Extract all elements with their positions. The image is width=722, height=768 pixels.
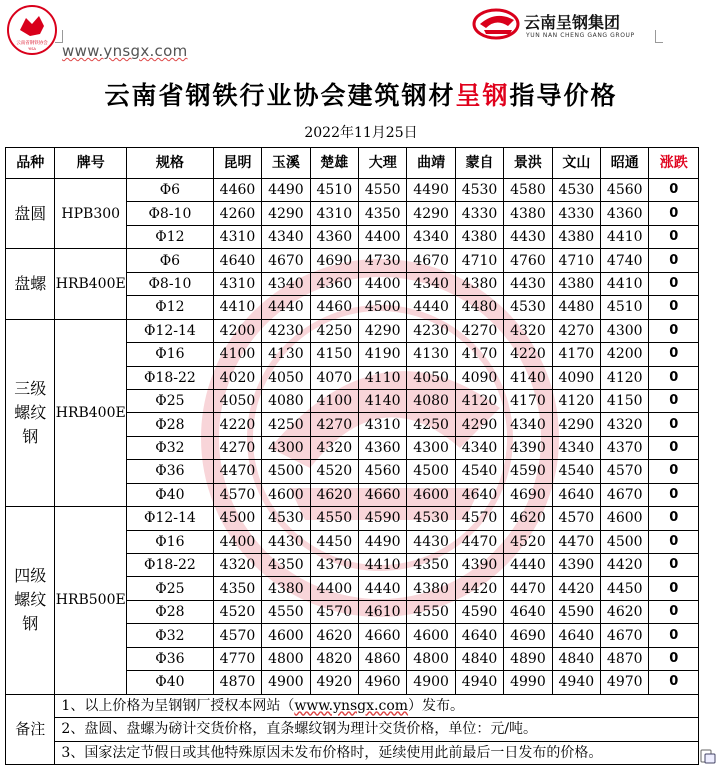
price-cell: 4600: [262, 483, 310, 506]
price-cell: 4100: [310, 389, 358, 412]
change-cell: 0: [649, 272, 699, 295]
price-cell: 4150: [601, 389, 649, 412]
price-cell: 4710: [455, 249, 503, 272]
svg-text:YISA: YISA: [28, 47, 36, 51]
price-cell: 4300: [262, 436, 310, 459]
price-cell: 4430: [504, 225, 552, 248]
price-cell: 4410: [213, 296, 261, 319]
price-cell: 4520: [310, 460, 358, 483]
price-cell: 4150: [310, 343, 358, 366]
price-cell: 4350: [407, 554, 455, 577]
price-cell: 4870: [213, 671, 261, 694]
price-cell: 4900: [407, 671, 455, 694]
price-cell: 4890: [504, 647, 552, 670]
price-cell: 4600: [407, 624, 455, 647]
grade-cell: HRB400E: [55, 249, 127, 319]
change-cell: 0: [649, 460, 699, 483]
price-cell: 4200: [601, 343, 649, 366]
note-url-link[interactable]: www.ynsgx.com: [294, 697, 409, 714]
column-header: 昭通: [601, 148, 649, 179]
price-cell: 4350: [213, 577, 261, 600]
change-cell: 0: [649, 296, 699, 319]
price-cell: 4470: [455, 530, 503, 553]
price-cell: 4390: [455, 554, 503, 577]
price-cell: 4670: [601, 624, 649, 647]
table-row: [6, 507, 699, 530]
price-cell: 4570: [601, 460, 649, 483]
grade-cell: HRB400E: [55, 319, 127, 507]
change-cell: 0: [649, 389, 699, 412]
category-cell: 盘螺: [6, 249, 55, 319]
price-cell: 4310: [213, 225, 261, 248]
price-cell: 4580: [504, 179, 552, 202]
price-cell: 4270: [455, 319, 503, 342]
price-cell: 4290: [455, 413, 503, 436]
price-cell: 4090: [455, 366, 503, 389]
price-cell: 4400: [359, 272, 407, 295]
price-cell: 4130: [407, 343, 455, 366]
column-header: 楚雄: [310, 148, 358, 179]
price-cell: 4220: [504, 343, 552, 366]
column-header: 玉溪: [262, 148, 310, 179]
spec-cell: Φ6: [127, 249, 214, 272]
price-cell: 4610: [359, 600, 407, 623]
price-cell: 4960: [359, 671, 407, 694]
price-cell: 4450: [310, 530, 358, 553]
price-cell: 4080: [262, 389, 310, 412]
change-cell: 0: [649, 319, 699, 342]
paste-options-icon[interactable]: [700, 748, 716, 764]
price-cell: 4290: [407, 202, 455, 225]
price-cell: 4440: [504, 554, 552, 577]
price-cell: 4500: [359, 296, 407, 319]
note-3: 3、国家法定节假日或其他特殊原因未发布价格时，延续使用此前最后一日发布的价格。: [55, 741, 699, 764]
change-cell: 0: [649, 366, 699, 389]
price-cell: 4560: [359, 460, 407, 483]
column-header: 牌号: [55, 148, 127, 179]
change-cell: 0: [649, 577, 699, 600]
notes-label: 备注: [6, 694, 55, 764]
grade-cell: HRB500E: [55, 507, 127, 695]
change-cell: 0: [649, 179, 699, 202]
price-cell: 4470: [504, 577, 552, 600]
price-cell: 4370: [310, 554, 358, 577]
spec-cell: Φ32: [127, 436, 214, 459]
price-cell: 4130: [262, 343, 310, 366]
price-cell: 4290: [359, 319, 407, 342]
price-cell: 4620: [504, 507, 552, 530]
price-cell: 4250: [262, 413, 310, 436]
price-cell: 4620: [310, 624, 358, 647]
price-cell: 4490: [359, 530, 407, 553]
price-cell: 4860: [359, 647, 407, 670]
price-cell: 4530: [504, 296, 552, 319]
price-cell: 4990: [504, 671, 552, 694]
spec-cell: Φ16: [127, 530, 214, 553]
price-cell: 4570: [213, 483, 261, 506]
price-cell: 4400: [359, 225, 407, 248]
price-cell: 4660: [359, 483, 407, 506]
price-cell: 4870: [601, 647, 649, 670]
price-cell: 4420: [455, 577, 503, 600]
spec-cell: Φ12: [127, 296, 214, 319]
group-logo-icon: [472, 6, 522, 42]
price-cell: 4550: [310, 507, 358, 530]
price-cell: 4640: [455, 624, 503, 647]
price-cell: 4620: [601, 600, 649, 623]
price-cell: 4120: [552, 389, 600, 412]
price-cell: 4350: [359, 202, 407, 225]
price-cell: 4320: [504, 319, 552, 342]
price-cell: 4440: [359, 577, 407, 600]
association-logo: [6, 4, 58, 56]
spec-cell: Φ18-22: [127, 554, 214, 577]
table-header-row: [6, 148, 699, 179]
price-cell: 4320: [310, 436, 358, 459]
price-cell: 4170: [455, 343, 503, 366]
price-cell: 4340: [262, 272, 310, 295]
category-cell: 盘圆: [6, 179, 55, 249]
price-cell: 4250: [310, 319, 358, 342]
price-cell: 4230: [262, 319, 310, 342]
price-cell: 4320: [601, 413, 649, 436]
price-cell: 4540: [455, 460, 503, 483]
price-cell: 4640: [552, 624, 600, 647]
price-cell: 4170: [504, 389, 552, 412]
price-cell: 4300: [407, 436, 455, 459]
spec-cell: Φ18-22: [127, 366, 214, 389]
price-cell: 4690: [504, 483, 552, 506]
spec-cell: Φ28: [127, 413, 214, 436]
price-cell: 4050: [407, 366, 455, 389]
price-cell: 4470: [552, 530, 600, 553]
price-cell: 4590: [504, 460, 552, 483]
group-logo: [472, 6, 652, 42]
price-cell: 4290: [262, 202, 310, 225]
price-cell: 4300: [601, 319, 649, 342]
price-cell: 4510: [310, 179, 358, 202]
column-header: 蒙自: [455, 148, 503, 179]
column-header: 昆明: [213, 148, 261, 179]
price-cell: 4620: [310, 483, 358, 506]
price-cell: 4640: [213, 249, 261, 272]
price-cell: 4250: [407, 413, 455, 436]
column-header: 大理: [359, 148, 407, 179]
price-cell: 4140: [504, 366, 552, 389]
price-cell: 4320: [213, 554, 261, 577]
price-cell: 4460: [213, 179, 261, 202]
price-cell: 4840: [552, 647, 600, 670]
change-cell: 0: [649, 600, 699, 623]
price-cell: 4080: [407, 389, 455, 412]
price-cell: 4390: [504, 436, 552, 459]
price-cell: 4480: [552, 296, 600, 319]
price-cell: 4340: [407, 272, 455, 295]
price-cell: 4800: [262, 647, 310, 670]
price-cell: 4550: [262, 600, 310, 623]
price-cell: 4410: [601, 225, 649, 248]
site-url[interactable]: www.ynsgx.com: [62, 42, 188, 60]
price-cell: 4290: [552, 413, 600, 436]
price-cell: 4500: [262, 460, 310, 483]
spec-cell: Φ28: [127, 600, 214, 623]
price-cell: 4410: [601, 272, 649, 295]
price-cell: 4310: [213, 272, 261, 295]
price-cell: 4430: [504, 272, 552, 295]
page-title: 云南省钢铁行业协会建筑钢材呈钢指导价格: [104, 81, 618, 110]
change-cell: 0: [649, 343, 699, 366]
price-cell: 4340: [455, 436, 503, 459]
price-cell: 4230: [407, 319, 455, 342]
price-cell: 4170: [552, 343, 600, 366]
price-cell: 4940: [455, 671, 503, 694]
price-cell: 4670: [601, 483, 649, 506]
price-cell: 4520: [504, 530, 552, 553]
price-cell: 4020: [213, 366, 261, 389]
price-table-body: [6, 179, 699, 695]
price-cell: 4770: [213, 647, 261, 670]
price-cell: 4050: [213, 389, 261, 412]
price-cell: 4660: [359, 624, 407, 647]
price-cell: 4820: [310, 647, 358, 670]
change-cell: 0: [649, 202, 699, 225]
price-cell: 4570: [310, 600, 358, 623]
price-cell: 4380: [262, 577, 310, 600]
column-header: 规格: [127, 148, 214, 179]
change-cell: 0: [649, 225, 699, 248]
note-2: 2、盘圆、盘螺为磅计交货价格，直条螺纹钢为理计交货价格，单位：元/吨。: [55, 718, 699, 741]
price-cell: 4380: [455, 225, 503, 248]
change-cell: 0: [649, 507, 699, 530]
price-cell: 4460: [310, 296, 358, 319]
spec-cell: Φ36: [127, 460, 214, 483]
price-cell: 4500: [213, 507, 261, 530]
price-cell: 4200: [213, 319, 261, 342]
price-cell: 4760: [504, 249, 552, 272]
publish-date: 2022年11月25日: [304, 125, 418, 141]
price-cell: 4430: [262, 530, 310, 553]
price-cell: 4450: [601, 577, 649, 600]
column-header: 文山: [552, 148, 600, 179]
price-cell: 4380: [552, 225, 600, 248]
price-cell: 4400: [213, 530, 261, 553]
spec-cell: Φ36: [127, 647, 214, 670]
change-cell: 0: [649, 647, 699, 670]
price-cell: 4340: [262, 225, 310, 248]
price-cell: 4120: [455, 389, 503, 412]
category-cell: 三级螺纹钢: [6, 319, 55, 507]
price-cell: 4670: [262, 249, 310, 272]
spec-cell: Φ16: [127, 343, 214, 366]
price-cell: 4590: [552, 600, 600, 623]
price-cell: 4420: [601, 554, 649, 577]
spec-cell: Φ8-10: [127, 272, 214, 295]
price-cell: 4970: [601, 671, 649, 694]
change-cell: 0: [649, 554, 699, 577]
price-cell: 4190: [359, 343, 407, 366]
price-cell: 4900: [262, 671, 310, 694]
price-cell: 4380: [552, 272, 600, 295]
change-cell: 0: [649, 483, 699, 506]
price-cell: 4330: [455, 202, 503, 225]
table-row: [6, 249, 699, 272]
price-cell: 4220: [213, 413, 261, 436]
spec-cell: Φ40: [127, 483, 214, 506]
price-cell: 4530: [552, 179, 600, 202]
group-name-en: YUN NAN CHENG GANG GROUP: [526, 32, 635, 39]
price-cell: 4640: [455, 483, 503, 506]
price-cell: 4540: [552, 460, 600, 483]
price-cell: 4550: [359, 179, 407, 202]
change-cell: 0: [649, 624, 699, 647]
price-cell: 4380: [407, 577, 455, 600]
price-cell: 4360: [310, 225, 358, 248]
price-cell: 4510: [601, 296, 649, 319]
price-cell: 4530: [455, 179, 503, 202]
price-cell: 4520: [213, 600, 261, 623]
spec-cell: Φ12-14: [127, 507, 214, 530]
price-cell: 4390: [552, 554, 600, 577]
price-cell: 4470: [213, 460, 261, 483]
notes-section: [6, 694, 699, 764]
price-cell: 4530: [407, 507, 455, 530]
price-cell: 4360: [601, 202, 649, 225]
price-cell: 4600: [407, 483, 455, 506]
spec-cell: Φ25: [127, 389, 214, 412]
price-cell: 4550: [407, 600, 455, 623]
price-cell: 4920: [310, 671, 358, 694]
price-cell: 4050: [262, 366, 310, 389]
price-cell: 4340: [407, 225, 455, 248]
price-cell: 4690: [310, 249, 358, 272]
price-cell: 4350: [262, 554, 310, 577]
price-cell: 4640: [504, 600, 552, 623]
price-cell: 4330: [552, 202, 600, 225]
price-cell: 4440: [407, 296, 455, 319]
price-cell: 4730: [359, 249, 407, 272]
column-header: 品种: [6, 148, 55, 179]
price-cell: 4670: [407, 249, 455, 272]
table-row: [6, 179, 699, 202]
price-cell: 4420: [552, 577, 600, 600]
table-row: [6, 319, 699, 342]
price-cell: 4410: [359, 554, 407, 577]
price-cell: 4310: [310, 202, 358, 225]
price-cell: 4490: [262, 179, 310, 202]
price-cell: 4360: [359, 436, 407, 459]
price-cell: 4260: [213, 202, 261, 225]
change-cell: 0: [649, 530, 699, 553]
spec-cell: Φ25: [127, 577, 214, 600]
change-cell: 0: [649, 436, 699, 459]
spec-cell: Φ40: [127, 671, 214, 694]
price-cell: 4600: [601, 507, 649, 530]
price-cell: 4690: [504, 624, 552, 647]
price-cell: 4120: [601, 366, 649, 389]
price-cell: 4840: [455, 647, 503, 670]
price-cell: 4440: [262, 296, 310, 319]
price-cell: 4340: [552, 436, 600, 459]
price-cell: 4430: [407, 530, 455, 553]
price-cell: 4270: [310, 413, 358, 436]
price-cell: 4570: [455, 507, 503, 530]
column-header: 曲靖: [407, 148, 455, 179]
category-cell: 四级螺纹钢: [6, 507, 55, 695]
group-name-cn: 云南呈钢集团: [524, 13, 621, 32]
spec-cell: Φ32: [127, 624, 214, 647]
price-cell: 4640: [552, 483, 600, 506]
change-cell: 0: [649, 249, 699, 272]
price-cell: 4600: [262, 624, 310, 647]
svg-text:云南省钢铁协会: 云南省钢铁协会: [16, 41, 48, 46]
spec-cell: Φ8-10: [127, 202, 214, 225]
price-cell: 4710: [552, 249, 600, 272]
change-cell: 0: [649, 671, 699, 694]
change-cell: 0: [649, 413, 699, 436]
corner-mark: [655, 30, 663, 43]
price-cell: 4530: [262, 507, 310, 530]
price-cell: 4800: [407, 647, 455, 670]
price-cell: 4340: [504, 413, 552, 436]
price-cell: 4270: [213, 436, 261, 459]
price-cell: 4490: [407, 179, 455, 202]
price-cell: 4090: [552, 366, 600, 389]
spec-cell: Φ6: [127, 179, 214, 202]
column-header: 景洪: [504, 148, 552, 179]
price-cell: 4100: [213, 343, 261, 366]
grade-cell: HPB300: [55, 179, 127, 249]
price-cell: 4590: [455, 600, 503, 623]
column-header-change: 涨跌: [649, 148, 699, 179]
note-1: 1、以上价格为呈钢钢厂授权本网站（www.ynsgx.com）发布。: [55, 694, 699, 717]
spec-cell: Φ12: [127, 225, 214, 248]
price-cell: 4360: [310, 272, 358, 295]
price-cell: 4480: [455, 296, 503, 319]
price-cell: 4560: [601, 179, 649, 202]
price-cell: 4590: [359, 507, 407, 530]
price-cell: 4570: [552, 507, 600, 530]
price-cell: 4380: [504, 202, 552, 225]
price-cell: 4310: [359, 413, 407, 436]
spec-cell: Φ12-14: [127, 319, 214, 342]
price-cell: 4940: [552, 671, 600, 694]
price-cell: 4270: [552, 319, 600, 342]
price-cell: 4400: [310, 577, 358, 600]
price-cell: 4140: [359, 389, 407, 412]
price-cell: 4740: [601, 249, 649, 272]
price-cell: 4500: [407, 460, 455, 483]
price-cell: 4500: [601, 530, 649, 553]
price-cell: 4380: [455, 272, 503, 295]
price-cell: 4110: [359, 366, 407, 389]
price-cell: 4570: [213, 624, 261, 647]
price-cell: 4070: [310, 366, 358, 389]
price-cell: 4370: [601, 436, 649, 459]
price-table: [5, 147, 699, 765]
